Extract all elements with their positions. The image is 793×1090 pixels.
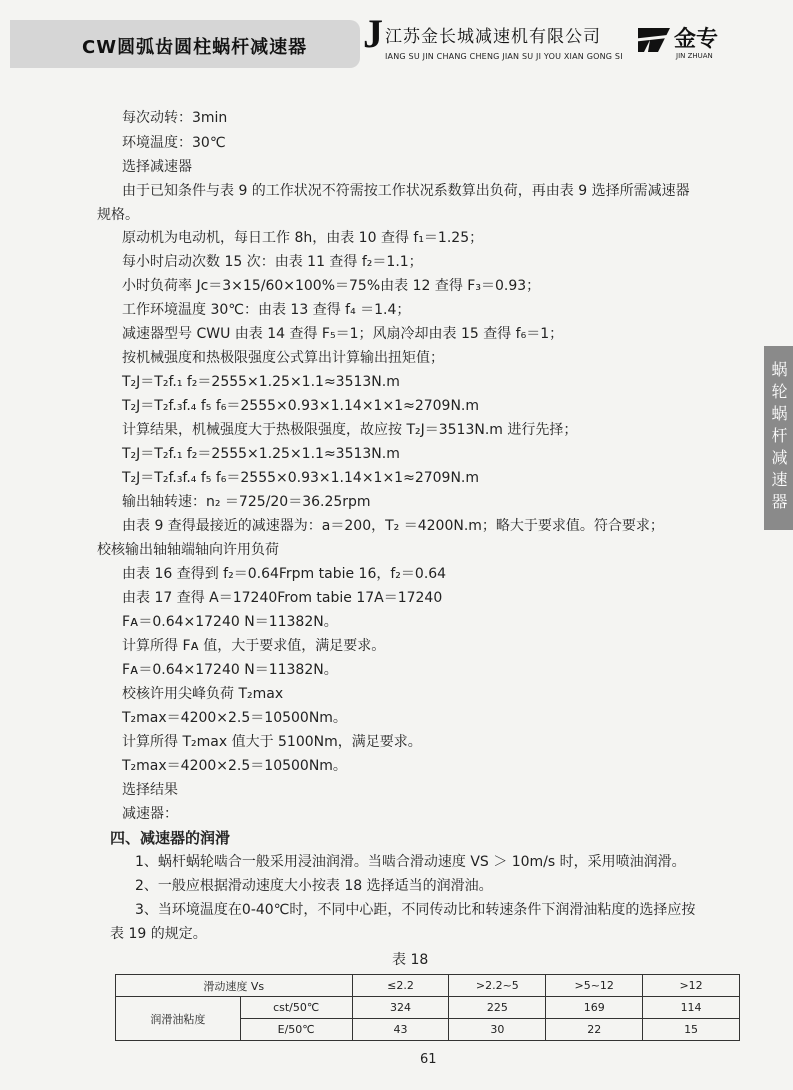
formula-line: T₂J＝T₂f.₁ f₂＝2555×1.25×1.1≈3513N.m: [122, 446, 400, 462]
section-heading: 四、减速器的润滑: [110, 829, 231, 847]
text-line: 校核许用尖峰负荷 T₂max: [122, 686, 284, 702]
text-line: 1、蜗杆蜗轮啮合一般采用浸油润滑。当啮合滑动速度 VS ＞ 10m/s 时，采用喷油润滑。: [135, 854, 686, 870]
text-line: 3、当环境温度在0-40℃时，不同中心距，不同传动比和转速条件下润滑油粘度的选择应按: [135, 902, 696, 918]
page-number: 61: [420, 1052, 437, 1067]
table-cell: 22: [546, 1019, 643, 1041]
table-header-cell: >12: [643, 975, 740, 997]
text-line: 表 19 的规定。: [110, 926, 207, 942]
table-cell: 324: [352, 997, 449, 1019]
text-line: 由表 16 查得到 f₂＝0.64Frpm tabie 16，f₂＝0.64: [122, 566, 447, 582]
document-title: CW圆弧齿圆柱蜗杆减速器: [82, 37, 308, 58]
table-row: [116, 997, 740, 1019]
table-cell: 30: [449, 1019, 546, 1041]
text-line: 按机械强度和热极限强度公式算出计算输出扭矩值；: [122, 350, 444, 366]
table-row-label: cst/50℃: [240, 997, 352, 1019]
text-line: 小时负荷率 Jc＝3×15/60×100%＝75%由表 12 查得 F₃＝0.93；: [122, 278, 541, 294]
logo-text: 金专: [674, 27, 719, 52]
company-name: 江苏金长城减速机有限公司: [385, 27, 601, 47]
table-cell: 114: [643, 997, 740, 1019]
formula-line: Fᴀ＝0.64×17240 N＝11382N。: [122, 662, 338, 678]
text-line: 计算结果，机械强度大于热极限强度，故应按 T₂J＝3513N.m 进行先择；: [122, 422, 578, 438]
table-header-cell: >2.2~5: [449, 975, 546, 997]
formula-line: T₂max＝4200×2.5＝10500Nm。: [122, 710, 347, 726]
text-line: 选择减速器: [122, 159, 192, 175]
text-line: 每小时启动次数 15 次：由表 11 查得 f₂＝1.1；: [122, 254, 423, 270]
text-line: 由表 17 查得 A＝17240From tabie 17A＝17240: [122, 590, 443, 606]
text-line: 减速器：: [122, 806, 178, 822]
formula-line: T₂J＝T₂f.₁ f₂＝2555×1.25×1.1≈3513N.m: [122, 374, 400, 390]
text-line: 2、一般应根据滑动速度大小按表 18 选择适当的润滑油。: [135, 878, 493, 894]
text-line: 计算所得 Fᴀ 值，大于要求值，满足要求。: [122, 638, 386, 654]
text-line: 选择结果: [122, 782, 178, 798]
table-cell: 169: [546, 997, 643, 1019]
formula-line: T₂J＝T₂f.₃f.₄ f₅ f₆＝2555×0.93×1.14×1×1≈2709N.m: [122, 470, 480, 486]
page-header: [0, 0, 793, 95]
table-caption: 表 18: [392, 952, 429, 968]
logo-text-pinyin: JIN ZHUAN: [676, 52, 713, 60]
side-tab-label: 蜗轮蜗杆减速器: [769, 361, 788, 515]
formula-line: T₂J＝T₂f.₃f.₄ f₅ f₆＝2555×0.93×1.14×1×1≈2709N.m: [122, 398, 480, 414]
table-cell: 43: [352, 1019, 449, 1041]
table-header-cell: ≤2.2: [352, 975, 449, 997]
text-line: 输出轴转速：n₂ ＝725/20＝36.25rpm: [122, 494, 371, 510]
formula-line: T₂max＝4200×2.5＝10500Nm。: [122, 758, 347, 774]
lubrication-table: [115, 974, 740, 1041]
table-header-cell: 滑动速度 Vs: [116, 975, 353, 997]
table-row: [116, 975, 740, 997]
formula-line: Fᴀ＝0.64×17240 N＝11382N。: [122, 614, 338, 630]
table-row-label: E/50℃: [240, 1019, 352, 1041]
table-header-cell: >5~12: [546, 975, 643, 997]
text-line: 规格。: [97, 207, 139, 223]
table-row-group-cell: 润滑油粘度: [116, 997, 241, 1041]
text-line: 工作环境温度 30℃：由表 13 查得 f₄ ＝1.4；: [122, 302, 411, 318]
company-name-pinyin: IANG SU JIN CHANG CHENG JIAN SU JI YOU XIAN GONG SI: [385, 52, 623, 61]
brand-letter: J: [363, 11, 383, 56]
text-line: 由于已知条件与表 9 的工作状况不符需按工作状况系数算出负荷，再由表 9 选择所需减速器: [122, 183, 690, 199]
table-cell: 15: [643, 1019, 740, 1041]
table-cell: 225: [449, 997, 546, 1019]
text-line: 计算所得 T₂max 值大于 5100Nm，满足要求。: [122, 734, 422, 750]
brand-logo-icon: [634, 22, 674, 58]
text-line: 原动机为电动机，每日工作 8h，由表 10 查得 f₁＝1.25；: [122, 230, 484, 246]
text-line: 每次动转：3min: [122, 110, 228, 126]
section-side-tab: [764, 346, 793, 530]
text-line: 校核输出轴轴端轴向许用负荷: [97, 542, 279, 558]
text-line: 由表 9 查得最接近的减速器为：a＝200，T₂ ＝4200N.m；略大于要求值。符合要求；: [122, 518, 664, 534]
text-line: 环境温度：30℃: [122, 135, 226, 151]
text-line: 减速器型号 CWU 由表 14 查得 F₅＝1；风扇冷却由表 15 查得 f₆＝1；: [122, 326, 564, 342]
